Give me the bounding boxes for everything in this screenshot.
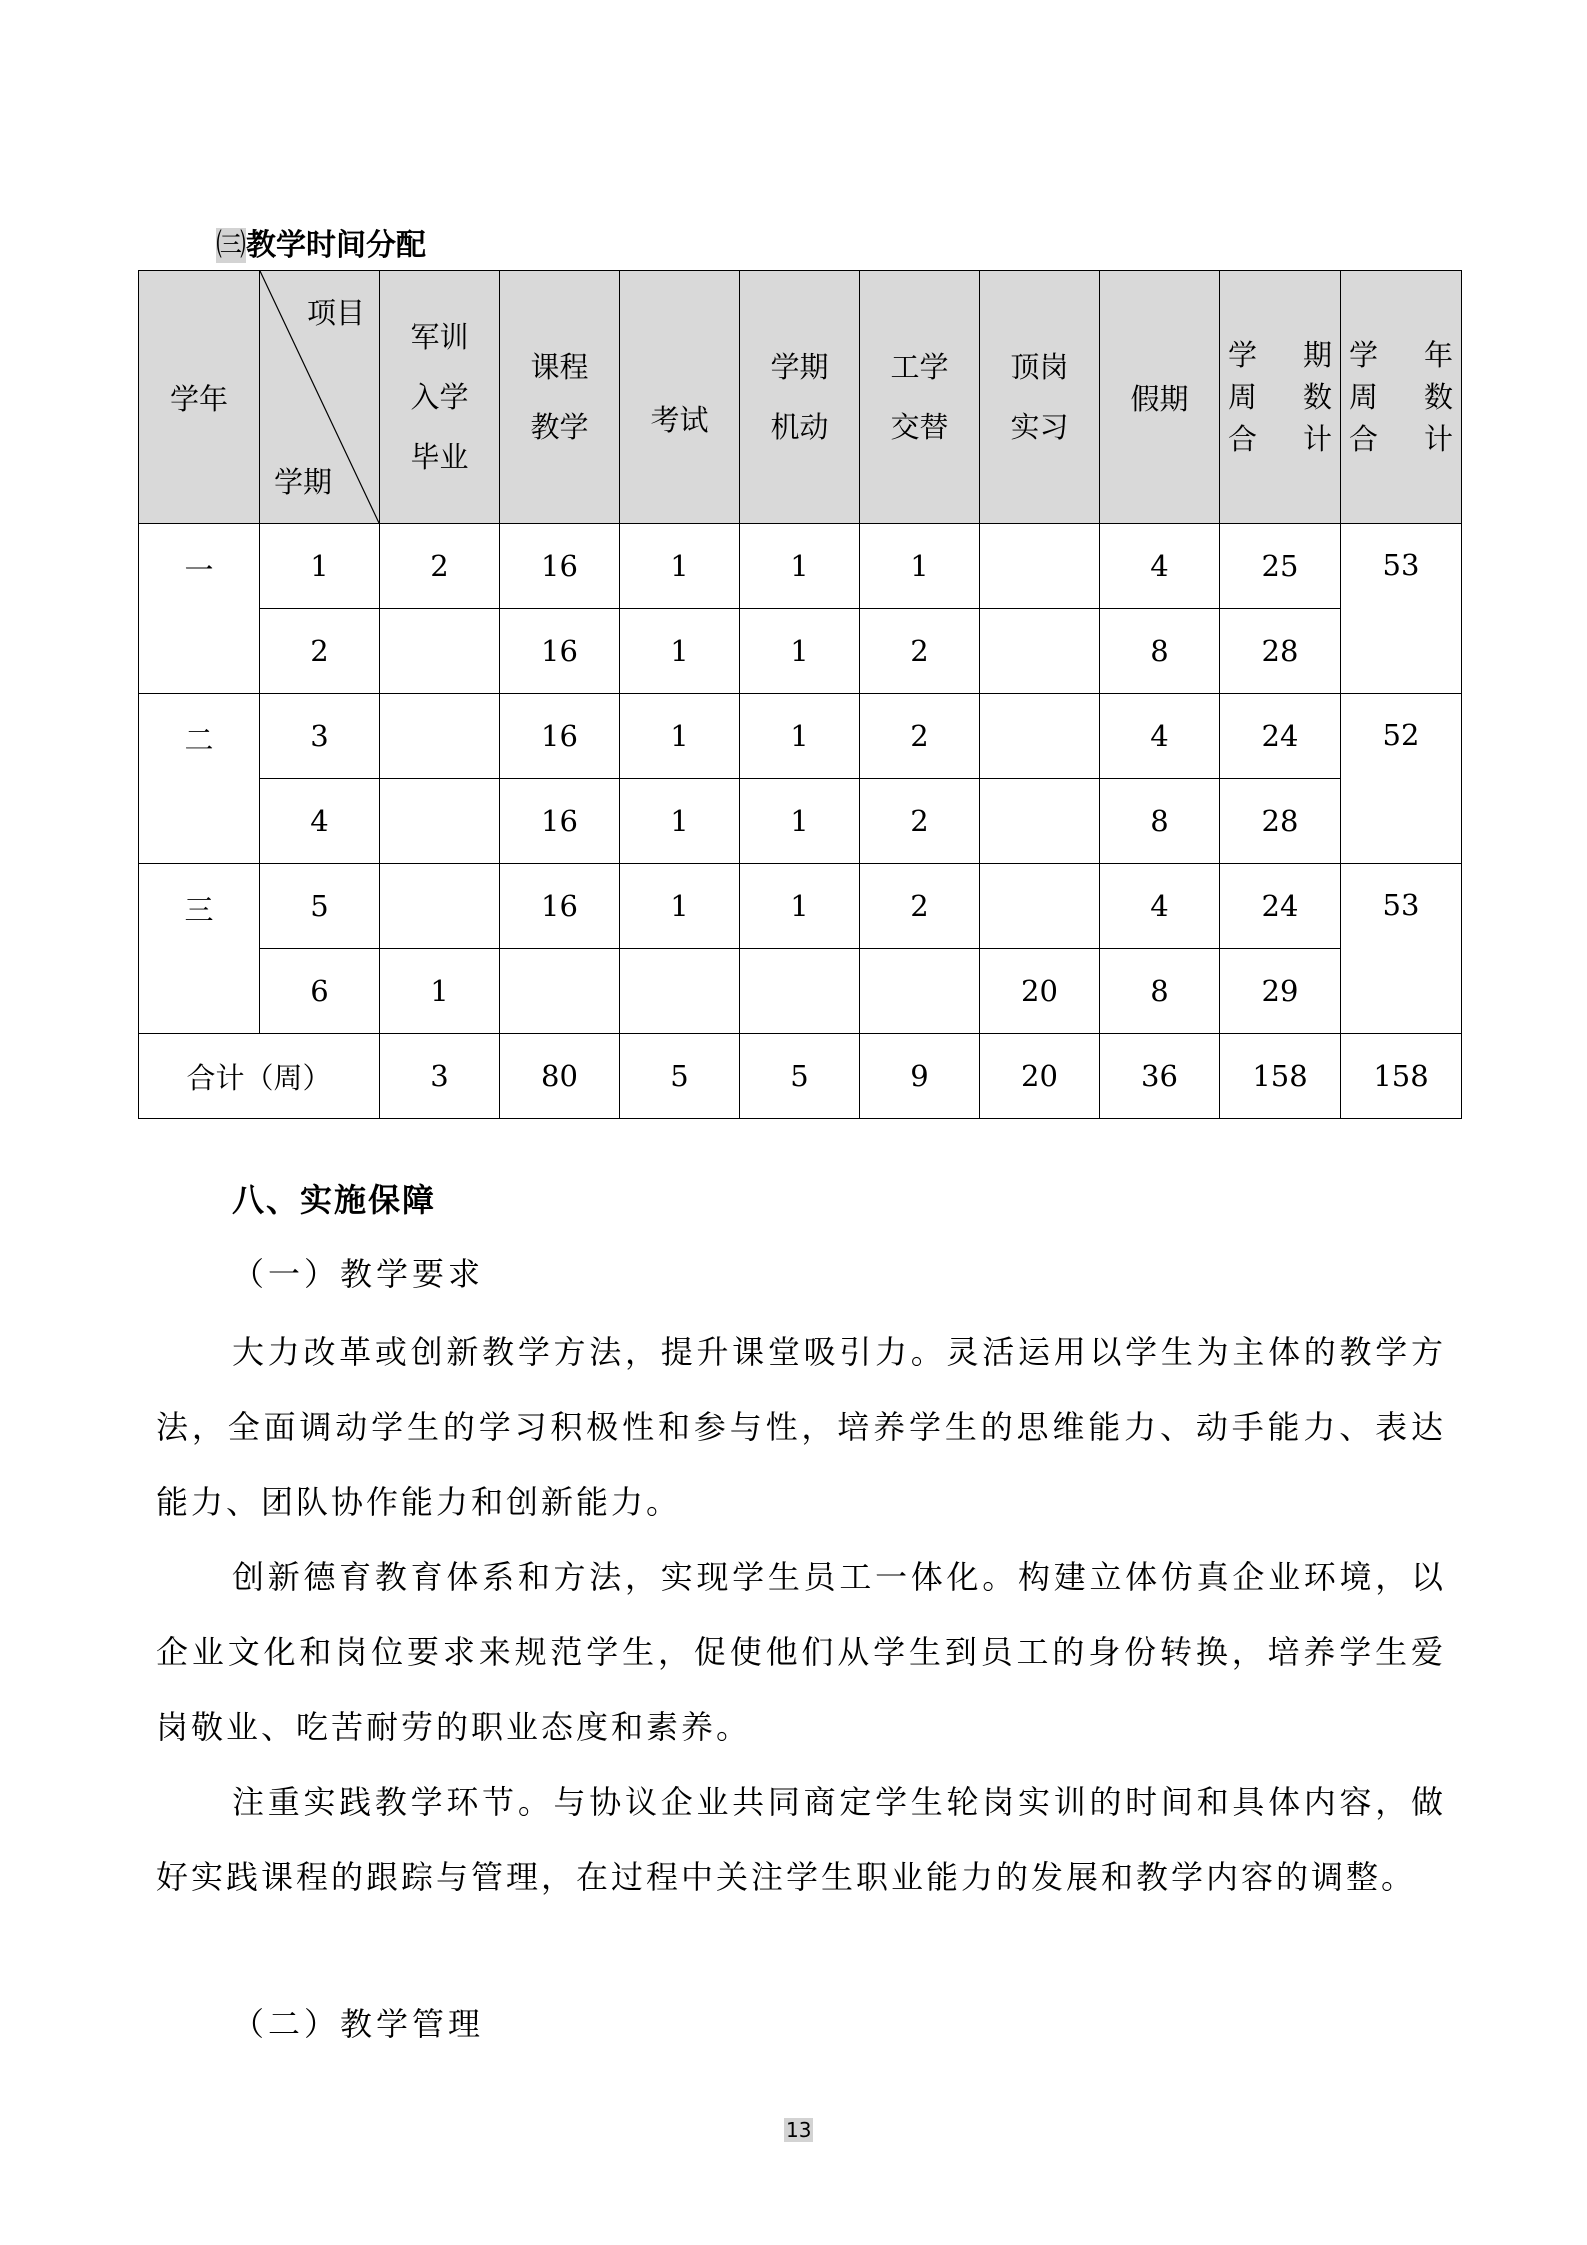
header-semester-weeks: 学 期 周 数 合计 — [1220, 271, 1341, 524]
year-cell: 三 — [139, 864, 260, 1034]
header-year: 学年 — [139, 271, 260, 524]
section-heading: 八、实施保障 — [232, 1181, 437, 1219]
table-cell — [620, 949, 740, 1034]
header-military-training: 军训 入学 毕业 — [380, 271, 500, 524]
table-row — [139, 524, 1462, 609]
page-number: 13 — [786, 2118, 812, 2142]
table-cell: 16 — [500, 864, 620, 949]
semester-cell: 5 — [260, 864, 380, 949]
table-header-row — [139, 271, 1462, 524]
total-label: 合计（周） — [139, 1034, 380, 1119]
table-cell — [740, 949, 860, 1034]
table-cell: 2 — [860, 779, 980, 864]
table-cell — [980, 864, 1100, 949]
header-semester-label: 学期 — [274, 465, 333, 499]
table-cell: 1 — [380, 949, 500, 1034]
table-cell — [980, 609, 1100, 694]
table-cell: 1 — [740, 694, 860, 779]
year-cell: 一 — [139, 524, 260, 694]
table-cell: 16 — [500, 694, 620, 779]
table-cell: 2 — [860, 694, 980, 779]
paragraph: 大力改革或创新教学方法，提升课堂吸引力。灵活运用以学生为主体的教学方法，全面调动学生的学习积极性和参与性，培养学生的思维能力、动手能力、表达能力、团队协作能力和创新能力。 — [156, 1333, 1446, 1521]
total-cell: 5 — [620, 1034, 740, 1119]
semester-cell: 6 — [260, 949, 380, 1034]
table-cell: 2 — [380, 524, 500, 609]
total-cell: 9 — [860, 1034, 980, 1119]
table-cell: 16 — [500, 609, 620, 694]
table-cell: 1 — [740, 524, 860, 609]
table-cell: 2 — [860, 864, 980, 949]
table-cell: 4 — [1100, 524, 1220, 609]
table-cell: 28 — [1220, 779, 1341, 864]
table-cell — [380, 779, 500, 864]
year-total-cell: 53 — [1341, 864, 1462, 1034]
subsection-heading-teaching-requirements: （一）教学要求 — [232, 1255, 485, 1293]
total-cell: 36 — [1100, 1034, 1220, 1119]
semester-cell: 3 — [260, 694, 380, 779]
header-internship: 顶岗 实习 — [980, 271, 1100, 524]
total-cell: 20 — [980, 1034, 1100, 1119]
table-cell: 29 — [1220, 949, 1341, 1034]
header-semester-flex: 学期 机动 — [740, 271, 860, 524]
total-cell: 80 — [500, 1034, 620, 1119]
table-cell: 8 — [1100, 949, 1220, 1034]
caption-number: ㈢ — [216, 228, 246, 263]
table-cell: 24 — [1220, 694, 1341, 779]
table-row — [139, 609, 1462, 694]
table-caption — [216, 224, 426, 268]
table-cell — [380, 694, 500, 779]
table-cell: 1 — [740, 609, 860, 694]
year-cell: 二 — [139, 694, 260, 864]
header-year-weeks: 学 年 周 数 合计 — [1341, 271, 1462, 524]
table-cell — [380, 864, 500, 949]
table-cell: 16 — [500, 524, 620, 609]
table-cell: 16 — [500, 779, 620, 864]
table-cell: 1 — [620, 524, 740, 609]
header-vacation: 假期 — [1100, 271, 1220, 524]
caption-text: 教学时间分配 — [246, 228, 426, 263]
total-cell: 158 — [1341, 1034, 1462, 1119]
header-work-study: 工学 交替 — [860, 271, 980, 524]
table-cell: 20 — [980, 949, 1100, 1034]
table-row — [139, 949, 1462, 1034]
paragraph: 注重实践教学环节。与协议企业共同商定学生轮岗实训的时间和具体内容，做好实践课程的跟踪与管理，在过程中关注学生职业能力的发展和教学内容的调整。 — [156, 1783, 1446, 1896]
header-diagonal-cell — [260, 271, 380, 524]
table-row — [139, 779, 1462, 864]
table-cell: 1 — [860, 524, 980, 609]
header-course-teaching: 课程 教学 — [500, 271, 620, 524]
header-exam: 考试 — [620, 271, 740, 524]
table-cell: 2 — [860, 609, 980, 694]
table-cell: 1 — [740, 779, 860, 864]
table-cell: 4 — [1100, 694, 1220, 779]
table-cell — [980, 694, 1100, 779]
table-row — [139, 694, 1462, 779]
table-cell: 24 — [1220, 864, 1341, 949]
table-cell — [980, 779, 1100, 864]
subsection-heading-teaching-management: （二）教学管理 — [232, 2005, 485, 2043]
table-row — [139, 864, 1462, 949]
table-cell — [500, 949, 620, 1034]
total-cell: 158 — [1220, 1034, 1341, 1119]
table-cell: 1 — [620, 694, 740, 779]
table-total-row — [139, 1034, 1462, 1119]
table-cell: 1 — [620, 779, 740, 864]
teaching-time-table — [138, 270, 1462, 1119]
table-cell: 4 — [1100, 864, 1220, 949]
year-total-cell: 53 — [1341, 524, 1462, 694]
table-cell: 8 — [1100, 609, 1220, 694]
semester-cell: 1 — [260, 524, 380, 609]
table-cell — [380, 609, 500, 694]
paragraph: 创新德育教育体系和方法，实现学生员工一体化。构建立体仿真企业环境，以企业文化和岗位要求来规范学生，促使他们从学生到员工的身份转换，培养学生爱岗敬业、吃苦耐劳的职业态度和素养。 — [156, 1558, 1446, 1746]
semester-cell: 4 — [260, 779, 380, 864]
table-cell: 8 — [1100, 779, 1220, 864]
table-cell — [860, 949, 980, 1034]
table-cell: 28 — [1220, 609, 1341, 694]
header-item-label: 项目 — [306, 296, 365, 330]
table-cell: 1 — [620, 609, 740, 694]
table-cell: 1 — [740, 864, 860, 949]
semester-cell: 2 — [260, 609, 380, 694]
total-cell: 3 — [380, 1034, 500, 1119]
year-total-cell: 52 — [1341, 694, 1462, 864]
total-cell: 5 — [740, 1034, 860, 1119]
table-cell: 1 — [620, 864, 740, 949]
table-cell — [980, 524, 1100, 609]
table-cell: 25 — [1220, 524, 1341, 609]
